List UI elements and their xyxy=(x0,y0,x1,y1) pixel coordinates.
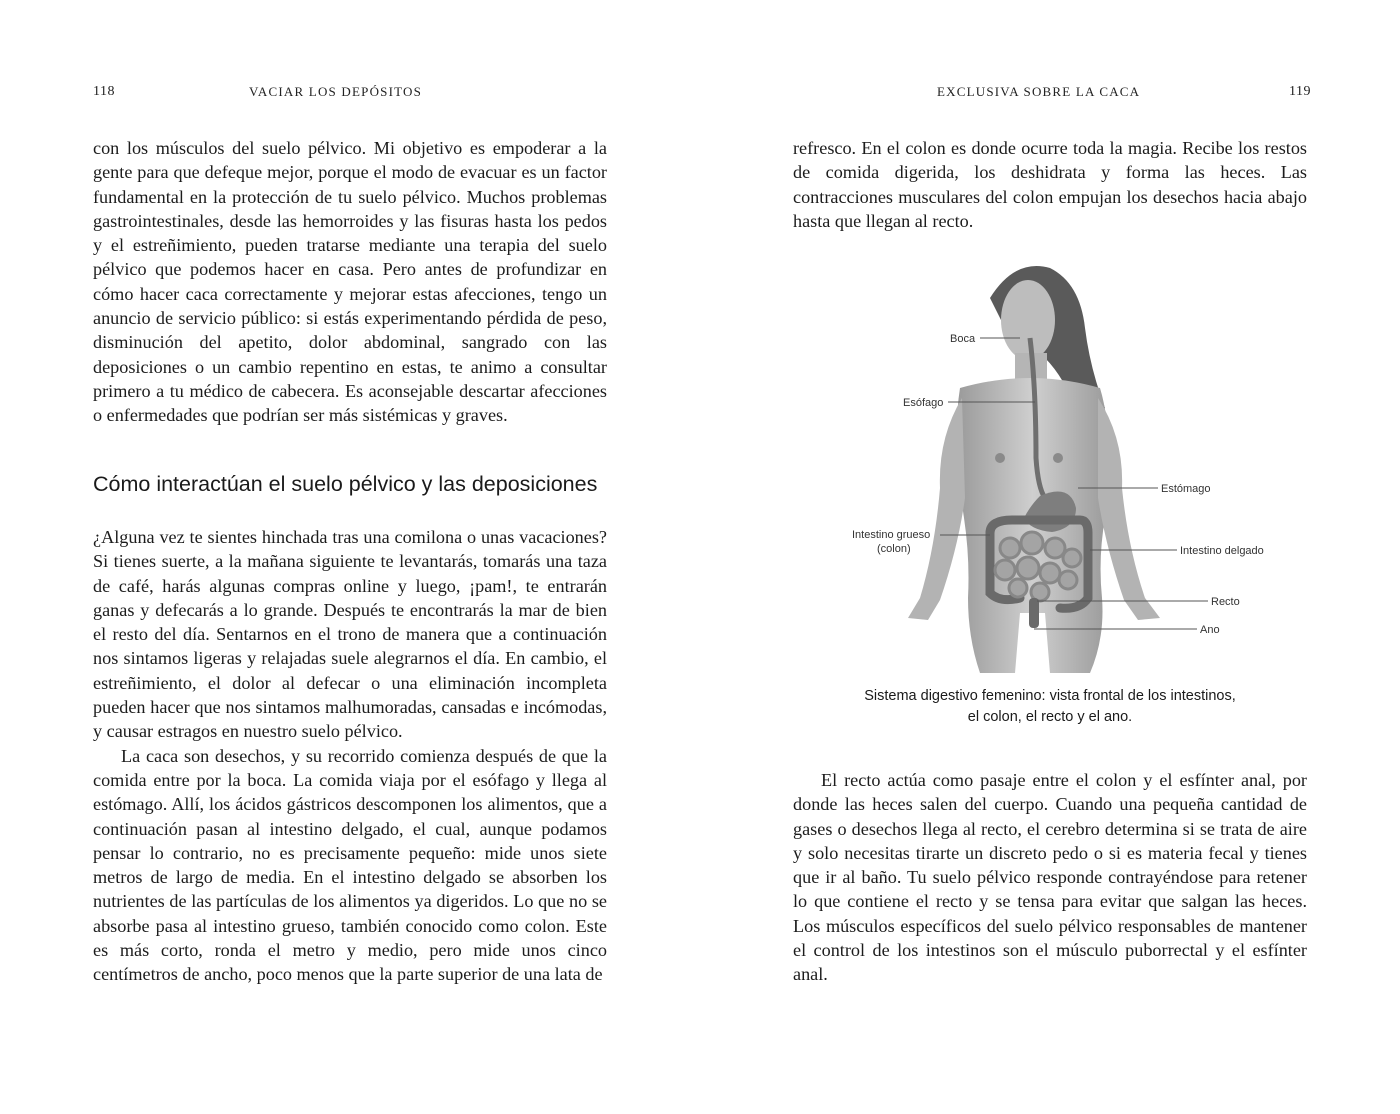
page-number-left: 118 xyxy=(93,84,115,99)
nipple-right xyxy=(1053,453,1063,463)
right-bottom-block xyxy=(793,768,1307,987)
running-head-left: VACIAR LOS DEPÓSITOS xyxy=(249,84,423,99)
anatomy-figure xyxy=(840,258,1300,678)
head-shape xyxy=(1001,280,1055,360)
figure-caption xyxy=(790,686,1310,728)
label-recto: Recto xyxy=(1211,596,1240,608)
label-intestino-delgado: Intestino delgado xyxy=(1180,545,1264,557)
section-heading: Cómo interactúan el suelo pélvico y las deposiciones xyxy=(93,472,598,496)
paragraph: La caca son desechos, y su recorrido comienza después de que la comida entre por la boca. La comida viaja por el esófago y llega al estómago. Allí, los ácidos gástricos descomponen los alimentos, que a continuación pasan al intestino delgado, el cual, aunque podamos pensar lo contrario, no es precisamente pequeño: mide unos siete metros de largo de media. En el intestino delgado se absorben los nutrientes de las partículas de los alimentos ya digeridos. Lo que no se absorbe pasa al intestino grueso, también conocido como colon. Este es más corto, ronda el metro y medio, pero mide unos cinco centímetros de ancho, poco menos que la parte superior de una lata de xyxy=(93,745,607,985)
left-intro-block xyxy=(93,136,607,428)
label-ano: Ano xyxy=(1200,624,1220,636)
label-boca: Boca xyxy=(950,333,976,345)
paragraph: ¿Alguna vez te sientes hinchada tras una comilona o unas vacaciones? Si tienes suerte, a la mañana siguiente te levantarás, tomarás una taza de café, harás algunas compras online y luego, ¡pam!, te entrarán ganas y defecarás a lo grande. Después te encontrarás la mar de bien el resto del día. Sentarnos en el trono de manera que a continuación nos sintamos ligeras y relajadas suele alegrarnos el día. En cambio, el estreñimiento, el dolor al defecar o una eliminación incompleta pueden hacer que nos sintamos malhumoradas, cansadas e incómodas, y causar estragos en nuestro suelo pélvico. xyxy=(93,527,607,742)
rectum-shape xyxy=(1029,598,1039,628)
left-section-block xyxy=(93,525,607,987)
right-arm-shape xyxy=(1098,398,1160,620)
page-number-right: 119 xyxy=(1289,84,1311,99)
label-estomago: Estómago xyxy=(1161,483,1211,495)
nipple-left xyxy=(995,453,1005,463)
paragraph: El recto actúa como pasaje entre el colon y el esfínter anal, por donde las heces salen del cuerpo. Cuando una pequeña cantidad de gases o desechos llega al recto, el cerebro determina si se trata de aire y solo necesitas tirarte un discreto pedo o si es materia fecal y tienes que ir al baño. Tu suelo pélvico responde contrayéndose para retener lo que contiene el recto y se tensa para evitar que salgan las heces. Los músculos específicos del suelo pélvico responsables de mantener el control de los intestinos son el músculo puborrectal y el esfínter anal. xyxy=(793,770,1307,985)
paragraph: refresco. En el colon es donde ocurre toda la magia. Recibe los restos de comida digerida, los deshidrata y forma las heces. Las contracciones musculares del colon empujan los desechos hacia abajo hasta que llegan al recto. xyxy=(793,138,1307,231)
left-arm-shape xyxy=(908,398,965,620)
caption-line: el colon, el recto y el ano. xyxy=(967,709,1133,725)
caption-line: Sistema digestivo femenino: vista frontal de los intestinos, xyxy=(864,688,1236,704)
intro-paragraph: con los músculos del suelo pélvico. Mi objetivo es empoderar a la gente para que defeque mejor, porque el modo de evacuar es un factor fundamental en la protección de tu suelo pélvico. Muchos problemas gastrointestinales, desde las hemorroides y las fisuras hasta los pedos y el estreñimiento, pueden tratarse mediante una terapia del suelo pélvico que podemos hacer en casa. Pero antes de profundizar en cómo hacer caca correctamente y mejorar estas afecciones, tengo un anuncio de servicio público: si estás experimentando pérdida de peso, disminución del apetito, dolor abdominal, sangrado con las deposiciones o un cambio repentino en estas, te animo a consultar primero a tu médico de cabecera. Es aconsejable descartar afecciones o enfermedades que podrían ser más sistémicas y graves. xyxy=(93,138,607,426)
label-colon: (colon) xyxy=(877,543,911,555)
label-intestino-grueso: Intestino grueso xyxy=(852,529,931,541)
right-page xyxy=(700,0,1400,1114)
label-esofago: Esófago xyxy=(903,397,944,409)
right-intro-block xyxy=(793,136,1307,233)
digestive-system-illustration xyxy=(840,258,1300,678)
running-head-right: EXCLUSIVA SOBRE LA CACA xyxy=(937,84,1141,99)
